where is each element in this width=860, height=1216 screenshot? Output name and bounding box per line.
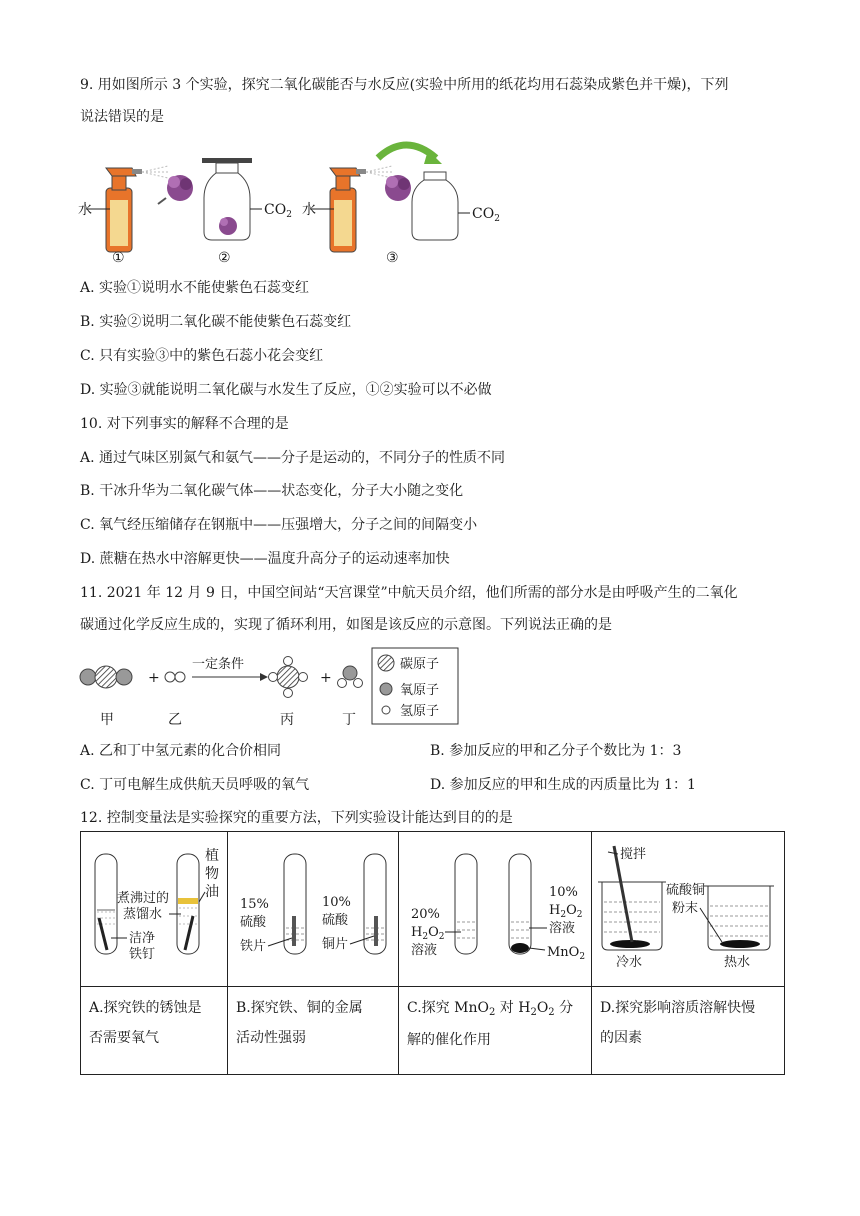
legend-hydrogen: 氢原子	[400, 704, 440, 719]
svg-text:铁片: 铁片	[240, 939, 267, 954]
svg-text:10%: 10%	[322, 895, 351, 910]
purple-flower-icon	[385, 175, 411, 201]
q11-option-a: A. 乙和丁中氢元素的化合价相同	[80, 743, 282, 759]
q11-stem-line2: 碳通过化学反应生成的，实现了循环利用，如图是该反应的示意图。下列说法正确的是	[80, 617, 612, 633]
q9-option-a: A. 实验①说明水不能使紫色石蕊变红	[80, 280, 310, 296]
svg-text:H2O2: $H_2O_2$	[549, 903, 583, 920]
label-cuso4: 硫酸铜	[666, 883, 706, 898]
molecule-bing	[269, 657, 308, 698]
legend-carbon: 碳原子	[400, 657, 440, 672]
label-stir: 搅拌	[620, 847, 647, 862]
purple-flower-icon	[158, 175, 193, 204]
svg-text:20%: 20%	[411, 907, 440, 922]
svg-text:10%: 10%	[549, 885, 578, 900]
label-oil: 植	[205, 848, 219, 864]
iron-strip-icon	[292, 916, 296, 946]
purple-flower-icon	[219, 217, 237, 235]
label-water-1: 水	[78, 202, 92, 218]
molecule-ding	[338, 666, 363, 688]
q9-stem-line2: 说法错误的是	[80, 109, 164, 125]
svg-text:15%: 15%	[240, 897, 269, 912]
q9-option-c: C. 只有实验③中的紫色石蕊小花会变红	[80, 348, 324, 364]
q10-stem: 10. 对下列事实的解释不合理的是	[80, 416, 289, 432]
plus-sign-1: +	[148, 670, 160, 686]
label-exp-3: ③	[386, 250, 399, 266]
q11-option-b: B. 参加反应的甲和乙分子个数比为 1：3	[430, 743, 682, 759]
svg-text:铁钉: 铁钉	[129, 947, 156, 962]
cell-d-figure	[592, 832, 785, 987]
cell-a-figure	[81, 832, 228, 987]
q9-figure	[76, 136, 516, 268]
svg-text:H2O2: $H_2O_2$	[411, 925, 445, 942]
q11-option-d: D. 参加反应的甲和生成的丙质量比为 1：1	[430, 777, 696, 793]
svg-text:蒸馏水: 蒸馏水	[123, 907, 163, 922]
q12-options-table	[80, 831, 785, 1075]
svg-text:粉末: 粉末	[672, 901, 699, 916]
q12-stem: 12. 控制变量法是实验探究的重要方法，下列实验设计能达到目的的是	[80, 810, 513, 826]
label-cold-water: 冷水	[616, 955, 643, 970]
spray-bottle-icon	[106, 166, 170, 252]
cell-b-caption: B.探究铁、铜的金属 活动性强弱	[228, 987, 399, 1075]
svg-text:溶液: 溶液	[549, 921, 576, 936]
svg-text:物: 物	[205, 866, 219, 882]
molecule-jia	[80, 666, 132, 688]
svg-text:溶液: 溶液	[411, 943, 438, 958]
label-clean-nail: 洁净	[129, 931, 156, 946]
q9-stem-line1: 9. 用如图所示 3 个实验，探究二氧化碳能否与水反应(实验中所用的纸花均用石蕊染成紫色并干燥)，下列	[80, 77, 729, 93]
reaction-condition: 一定条件	[192, 657, 245, 672]
arrow-right-icon	[260, 673, 268, 681]
label-exp-2: ②	[218, 250, 231, 266]
label-bing: 丙	[280, 712, 294, 728]
molecule-yi	[165, 672, 185, 682]
label-ding: 丁	[342, 712, 356, 728]
label-jia: 甲	[100, 712, 114, 728]
cell-c-figure	[399, 832, 592, 987]
q10-option-c: C. 氧气经压缩储存在钢瓶中——压强增大，分子之间的间隔变小	[80, 517, 478, 533]
q11-reaction-figure	[76, 644, 468, 732]
label-co2-3: $CO_2$	[472, 206, 500, 224]
q11-option-c: C. 丁可电解生成供航天员呼吸的氧气	[80, 777, 310, 793]
cell-c-caption: C.探究 MnO$_2$ 对 $H_2O_2$ 分 解的催化作用	[399, 987, 592, 1075]
cell-b-figure	[228, 832, 399, 987]
label-yi: 乙	[168, 712, 182, 728]
plus-sign-2: +	[320, 670, 332, 686]
legend-oxygen: 氧原子	[400, 683, 440, 698]
q11-stem-line1: 11. 2021 年 12 月 9 日，中国空间站“天宫课堂”中航天员介绍，他们所需的部分水是由呼吸产生的二氧化	[80, 585, 738, 601]
q10-option-a: A. 通过气味区别氮气和氨气——分子是运动的，不同分子的性质不同	[80, 450, 506, 466]
q10-option-b: B. 干冰升华为二氧化碳气体——状态变化，分子大小随之变化	[80, 483, 464, 499]
svg-text:油: 油	[205, 884, 219, 900]
label-water-3: 水	[302, 202, 316, 218]
spray-bottle-icon	[330, 166, 394, 252]
svg-text:硫酸: 硫酸	[322, 913, 349, 928]
q10-option-d: D. 蔗糖在热水中溶解更快——温度升高分子的运动速率加快	[80, 551, 450, 567]
cell-d-caption: D.探究影响溶质溶解快慢 的因素	[592, 987, 785, 1075]
copper-strip-icon	[374, 916, 378, 946]
q9-option-b: B. 实验②说明二氧化碳不能使紫色石蕊变红	[80, 314, 352, 330]
gas-bottle-icon	[412, 172, 458, 240]
q9-option-d: D. 实验③就能说明二氧化碳与水发生了反应，①②实验可以不必做	[80, 382, 492, 398]
label-exp-1: ①	[112, 250, 125, 266]
svg-text:MnO2: MnO$_2$	[547, 945, 586, 962]
label-boiled-water: 煮沸过的	[117, 891, 170, 906]
svg-text:硫酸: 硫酸	[240, 915, 267, 930]
svg-text:铜片: 铜片	[322, 937, 349, 952]
label-hot-water: 热水	[724, 955, 751, 970]
mno2-powder-icon	[511, 943, 529, 953]
cell-a-caption: A.探究铁的锈蚀是 否需要氧气	[81, 987, 228, 1075]
label-co2-2: $CO_2$	[264, 202, 292, 220]
